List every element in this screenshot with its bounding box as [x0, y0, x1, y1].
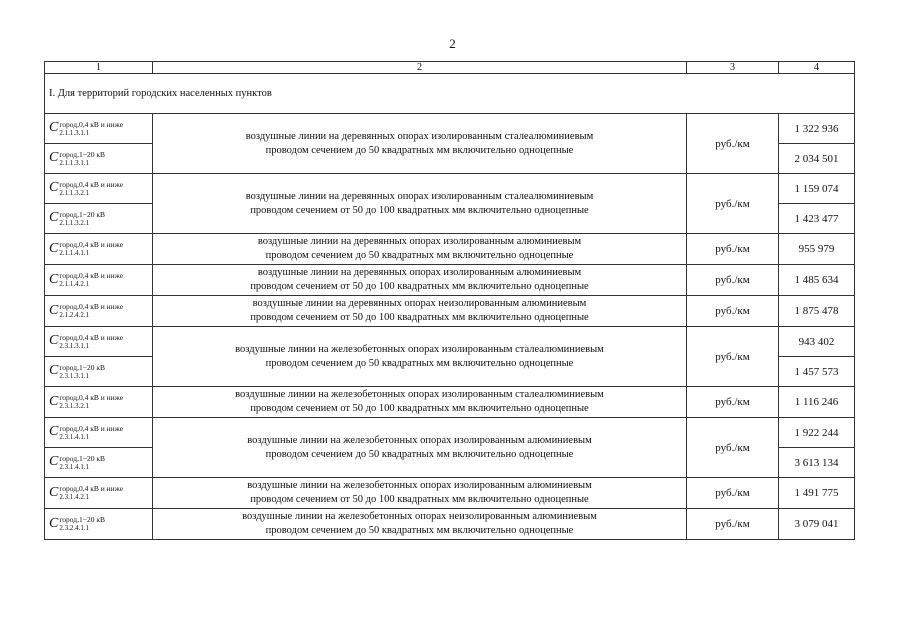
rate-value: 1 922 244: [779, 418, 855, 448]
table-row: [45, 418, 855, 448]
rate-value: 1 322 936: [779, 114, 855, 144]
section-title: I. Для территорий городских населенных пунктов: [45, 74, 855, 114]
line-description: [153, 234, 687, 265]
section-row: [45, 74, 855, 114]
rate-subscript: 2.3.1.4.1.1: [59, 462, 90, 471]
rate-code: [45, 357, 153, 387]
table-row: [45, 174, 855, 204]
rate-indices: [59, 151, 105, 167]
line-description: [153, 296, 687, 327]
rate-code: [45, 327, 153, 357]
description-line-2: проводом сечением от 50 до 100 квадратных мм включительно одноцепные: [250, 494, 589, 505]
rate-symbol: C: [49, 180, 59, 196]
rate-superscript: город,1−20 кВ: [59, 209, 105, 219]
rate-superscript: город,0,4 кВ и ниже: [59, 332, 124, 342]
rate-indices: [59, 303, 123, 319]
rate-symbol: C: [49, 240, 59, 256]
unit-cell: руб./км: [687, 418, 779, 478]
rate-superscript: город,1−20 кВ: [59, 362, 105, 372]
rate-value: 1 423 477: [779, 204, 855, 234]
unit-cell: руб./км: [687, 114, 779, 174]
table-row: [45, 478, 855, 509]
description-line-1: воздушные линии на деревянных опорах неизолированным алюминиевым: [252, 298, 587, 309]
rate-symbol: C: [49, 424, 59, 440]
column-number-2: 2: [153, 62, 687, 74]
unit-cell: руб./км: [687, 478, 779, 509]
rate-code: [45, 418, 153, 448]
rate-code: [45, 174, 153, 204]
description-line-2: проводом сечением до 50 квадратных мм включительно одноцепные: [265, 448, 574, 460]
rate-value: 1 485 634: [779, 265, 855, 296]
rate-superscript: город,1−20 кВ: [59, 149, 105, 159]
description-line-1: воздушные линии на железобетонных опорах изолированным сталеалюминиевым: [235, 389, 604, 400]
column-number-3: 3: [687, 62, 779, 74]
table-row: [45, 296, 855, 327]
rate-code: [45, 296, 153, 327]
description-line-2: проводом сечением от 50 до 100 квадратных мм включительно одноцепные: [250, 312, 589, 323]
rate-code: [45, 144, 153, 174]
table-row: [45, 327, 855, 357]
rate-value: 1 116 246: [779, 387, 855, 418]
description-line-2: проводом сечением до 50 квадратных мм включительно одноцепные: [265, 525, 574, 536]
unit-cell: руб./км: [687, 296, 779, 327]
rate-indices: [59, 181, 123, 197]
rate-superscript: город,0,4 кВ и ниже: [59, 423, 124, 433]
rate-subscript: 2.3.1.3.1.1: [59, 341, 90, 350]
description-line-2: проводом сечением до 50 квадратных мм включительно одноцепные: [265, 250, 574, 261]
rate-subscript: 2.3.1.3.1.1: [59, 371, 90, 380]
rate-value: 1 159 074: [779, 174, 855, 204]
rate-symbol: C: [49, 363, 59, 379]
unit-cell: руб./км: [687, 387, 779, 418]
description-line-2: проводом сечением до 50 квадратных мм включительно одноцепные: [265, 144, 574, 156]
column-number-4: 4: [779, 62, 855, 74]
rate-symbol: C: [49, 515, 59, 531]
rate-code: [45, 509, 153, 540]
rate-subscript: 2.1.1.3.2.1: [59, 218, 90, 227]
rate-indices: [59, 272, 123, 288]
rate-value: 1 457 573: [779, 357, 855, 387]
table-row: [45, 509, 855, 540]
rate-symbol: C: [49, 120, 59, 136]
rate-symbol: C: [49, 393, 59, 409]
line-description: [153, 174, 687, 234]
description-line-2: проводом сечением от 50 до 100 квадратных мм включительно одноцепные: [250, 204, 589, 216]
rate-value: 955 979: [779, 234, 855, 265]
rate-superscript: город,0,4 кВ и ниже: [59, 484, 124, 494]
rate-subscript: 2.3.1.4.2.1: [59, 493, 90, 502]
line-description: [153, 418, 687, 478]
line-description: [153, 114, 687, 174]
description-line-2: проводом сечением до 50 квадратных мм включительно одноцепные: [265, 357, 574, 369]
rate-indices: [59, 516, 105, 532]
rate-indices: [59, 364, 105, 380]
rate-subscript: 2.1.1.4.2.1: [59, 280, 90, 289]
table-row: [45, 387, 855, 418]
unit-cell: руб./км: [687, 174, 779, 234]
rate-indices: [59, 485, 123, 501]
rate-indices: [59, 394, 123, 410]
rate-subscript: 2.3.2.4.1.1: [59, 524, 90, 533]
rate-indices: [59, 241, 123, 257]
description-line-1: воздушные линии на деревянных опорах изолированным алюминиевым: [257, 236, 582, 247]
rate-symbol: C: [49, 484, 59, 500]
description-line-1: воздушные линии на железобетонных опорах изолированным сталеалюминиевым: [235, 343, 604, 355]
description-line-2: проводом сечением от 50 до 100 квадратных мм включительно одноцепные: [250, 403, 589, 414]
description-line-1: воздушные линии на железобетонных опорах неизолированным алюминиевым: [242, 511, 597, 522]
rate-superscript: город,0,4 кВ и ниже: [59, 179, 124, 189]
rate-code: [45, 114, 153, 144]
rate-value: 1 491 775: [779, 478, 855, 509]
rate-indices: [59, 455, 105, 471]
line-description: [153, 478, 687, 509]
rate-subscript: 2.3.1.3.2.1: [59, 402, 90, 411]
rate-symbol: C: [49, 210, 59, 226]
rate-subscript: 2.1.2.4.2.1: [59, 311, 90, 320]
rate-symbol: C: [49, 271, 59, 287]
rate-subscript: 2.1.1.3.2.1: [59, 188, 90, 197]
description-line-1: воздушные линии на железобетонных опорах изолированным алюминиевым: [247, 434, 592, 446]
description-line-1: воздушные линии на железобетонных опорах изолированным алюминиевым: [247, 480, 592, 491]
unit-cell: руб./км: [687, 509, 779, 540]
column-number-1: 1: [45, 62, 153, 74]
unit-cell: руб./км: [687, 265, 779, 296]
rate-superscript: город,0,4 кВ и ниже: [59, 119, 124, 129]
rate-superscript: город,0,4 кВ и ниже: [59, 271, 124, 281]
line-description: [153, 387, 687, 418]
table-row: [45, 114, 855, 144]
rate-value: 1 875 478: [779, 296, 855, 327]
unit-cell: руб./км: [687, 234, 779, 265]
header-row: [45, 62, 855, 74]
rate-indices: [59, 334, 123, 350]
table-row: [45, 234, 855, 265]
rate-code: [45, 204, 153, 234]
rate-superscript: город,0,4 кВ и ниже: [59, 393, 124, 403]
rate-indices: [59, 121, 123, 137]
description-line-1: воздушные линии на деревянных опорах изолированным алюминиевым: [257, 267, 582, 278]
rate-subscript: 2.1.1.4.1.1: [59, 249, 90, 258]
rate-superscript: город,0,4 кВ и ниже: [59, 302, 124, 312]
rate-code: [45, 265, 153, 296]
rate-subscript: 2.1.1.3.1.1: [59, 158, 90, 167]
description-line-1: воздушные линии на деревянных опорах изолированным сталеалюминиевым: [245, 190, 594, 202]
rate-code: [45, 478, 153, 509]
description-line-2: проводом сечением от 50 до 100 квадратных мм включительно одноцепные: [250, 281, 589, 292]
rate-value: 3 613 134: [779, 448, 855, 478]
rate-code: [45, 387, 153, 418]
page-number: 2: [449, 36, 456, 51]
rate-superscript: город,0,4 кВ и ниже: [59, 240, 124, 250]
rate-symbol: C: [49, 333, 59, 349]
rate-value: 2 034 501: [779, 144, 855, 174]
rate-value: 943 402: [779, 327, 855, 357]
table-row: [45, 265, 855, 296]
rate-code: [45, 234, 153, 265]
line-description: [153, 327, 687, 387]
rate-superscript: город,1−20 кВ: [59, 515, 105, 525]
description-line-1: воздушные линии на деревянных опорах изолированным сталеалюминиевым: [245, 130, 594, 142]
rate-subscript: 2.3.1.4.1.1: [59, 432, 90, 441]
tariff-table: [44, 61, 855, 540]
rate-superscript: город,1−20 кВ: [59, 453, 105, 463]
rate-symbol: C: [49, 454, 59, 470]
rate-code: [45, 448, 153, 478]
unit-cell: руб./км: [687, 327, 779, 387]
line-description: [153, 509, 687, 540]
rate-indices: [59, 425, 123, 441]
rate-subscript: 2.1.1.3.1.1: [59, 128, 90, 137]
rate-symbol: C: [49, 302, 59, 318]
rate-indices: [59, 211, 105, 227]
rate-symbol: C: [49, 150, 59, 166]
rate-value: 3 079 041: [779, 509, 855, 540]
line-description: [153, 265, 687, 296]
